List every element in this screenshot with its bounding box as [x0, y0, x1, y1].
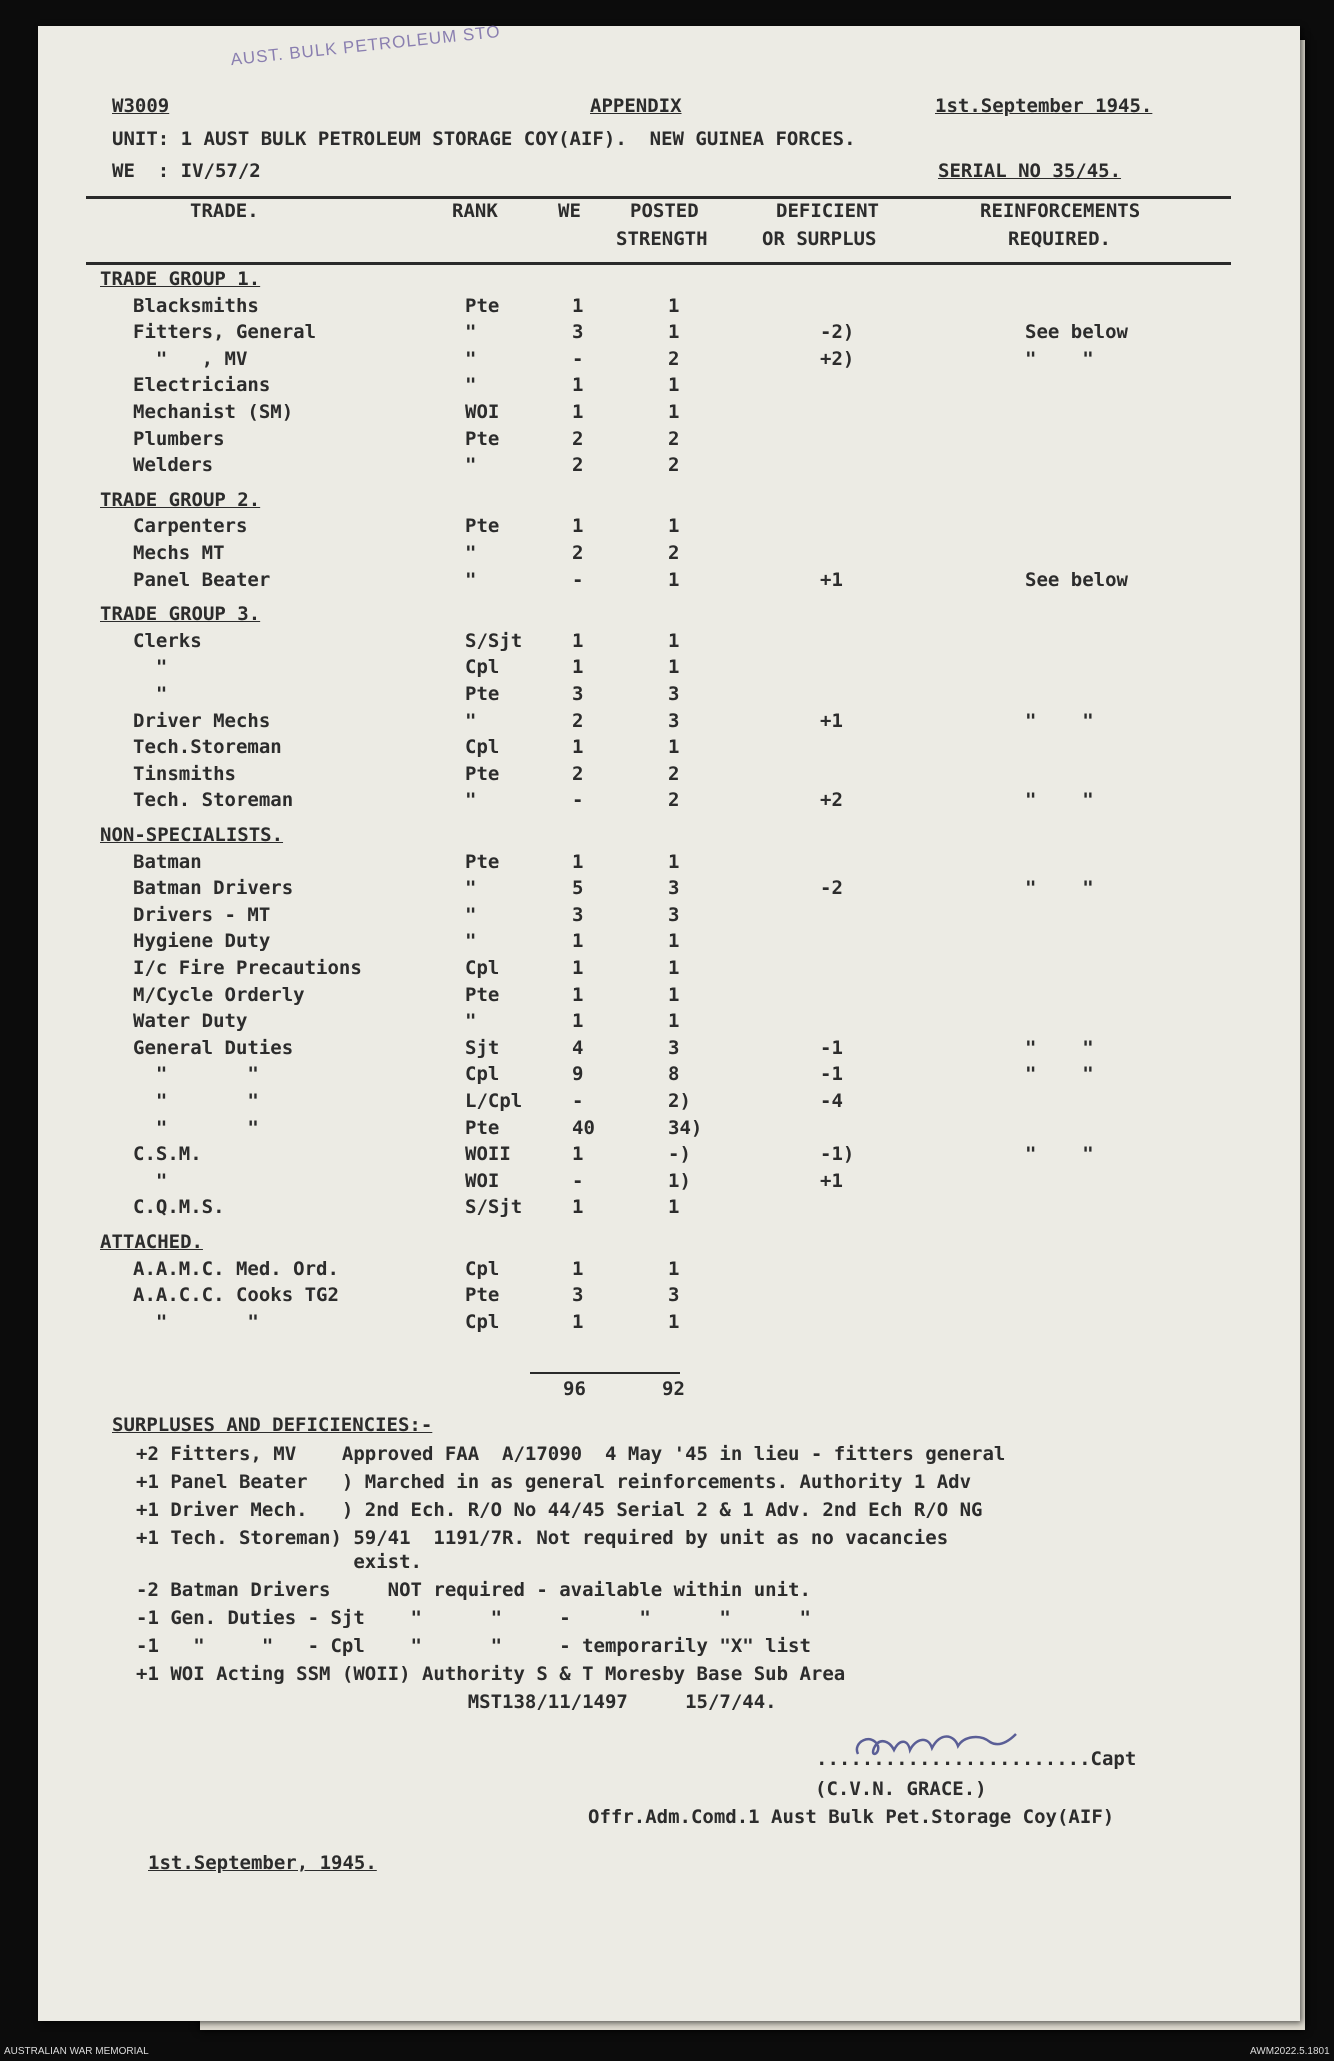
cell-posted: 1): [668, 1169, 691, 1192]
cell-posted: -): [668, 1143, 691, 1166]
cell-we: -: [572, 1169, 584, 1192]
cell-trade: " ": [133, 1116, 259, 1139]
cell-rank: ": [465, 903, 477, 926]
cell-reinforcements: " ": [1025, 709, 1094, 732]
cell-we: -: [572, 1090, 584, 1112]
cell-we: 3: [572, 321, 584, 344]
cell-trade: Hygiene Duty: [133, 930, 271, 953]
cell-deficient: +2): [820, 347, 855, 370]
cell-trade: Clerks: [133, 629, 202, 652]
surplus-line: exist.: [136, 1551, 422, 1573]
total-rule: [530, 1372, 680, 1374]
surplus-line: -1 Gen. Duties - Sjt " " - " " ": [136, 1607, 811, 1629]
cell-posted: 1: [668, 294, 680, 317]
col-posted: POSTED: [630, 200, 699, 222]
cell-rank: ": [465, 374, 477, 397]
cell-rank: ": [465, 568, 477, 591]
cell-posted: 1: [668, 736, 680, 759]
cell-we: 3: [572, 683, 584, 705]
header-rule-top: [86, 196, 1231, 199]
cell-we: 1: [572, 1196, 584, 1219]
cell-posted: 3: [668, 877, 680, 900]
cell-rank: Pte: [465, 683, 500, 705]
surplus-line: -1 " " - Cpl " " - temporarily "X" list: [136, 1635, 811, 1657]
cell-posted: 2: [668, 542, 680, 564]
cell-we: 1: [572, 629, 584, 652]
total-posted: 92: [662, 1378, 685, 1400]
cell-posted: 2): [668, 1090, 691, 1112]
cell-trade: Blacksmiths: [133, 294, 259, 317]
cell-reinforcements: " ": [1025, 1143, 1094, 1166]
cell-rank: Pte: [465, 1284, 500, 1307]
cell-reinforcements: " ": [1025, 877, 1094, 900]
cell-trade: " ": [133, 1310, 259, 1333]
ref-number: W3009: [112, 95, 170, 117]
cell-trade: I/c Fire Precautions: [133, 957, 362, 979]
cell-deficient: +1: [820, 568, 843, 591]
cell-trade: Electricians: [133, 374, 271, 397]
cell-posted: 2: [668, 427, 680, 450]
section-heading: TRADE GROUP 1.: [100, 268, 261, 290]
section-heading: TRADE GROUP 3.: [100, 603, 261, 626]
section-heading: ATTACHED.: [100, 1231, 203, 1253]
cell-we: 2: [572, 709, 584, 732]
cell-rank: ": [465, 321, 477, 344]
cell-posted: 3: [668, 1036, 680, 1059]
cell-we: 2: [572, 454, 584, 477]
cell-trade: Plumbers: [133, 427, 225, 450]
footer-source: AUSTRALIAN WAR MEMORIAL: [4, 2046, 149, 2057]
surplus-line: +2 Fitters, MV Approved FAA A/17090 4 May '45 in lieu - fitters general: [136, 1443, 1006, 1465]
cell-we: -: [572, 347, 584, 370]
surplus-line: +1 Panel Beater ) Marched in as general reinforcements. Authority 1 Adv: [136, 1471, 972, 1493]
cell-deficient: +1: [820, 1169, 843, 1192]
serial-number: SERIAL NO 35/45.: [938, 160, 1122, 182]
cell-deficient: -4: [820, 1090, 843, 1112]
cell-posted: 1: [668, 1257, 680, 1280]
cell-trade: A.A.M.C. Med. Ord.: [133, 1257, 339, 1280]
cell-we: 1: [572, 401, 584, 423]
cell-rank: Pte: [465, 762, 500, 785]
cell-we: 2: [572, 762, 584, 785]
we-line: WE : IV/57/2: [112, 160, 261, 182]
cell-reinforcements: See below: [1025, 568, 1128, 591]
cell-posted: 1: [668, 983, 680, 1006]
signatory-name: (C.V.N. GRACE.): [815, 1778, 987, 1800]
cell-we: 1: [572, 983, 584, 1006]
cell-we: 4: [572, 1036, 584, 1059]
bottom-date: 1st.September, 1945.: [148, 1852, 377, 1874]
cell-trade: Panel Beater: [133, 568, 271, 591]
unit-stamp: AUST. BULK PETROLEUM STO: [229, 21, 502, 70]
cell-trade: A.A.C.C. Cooks TG2: [133, 1284, 339, 1307]
total-we: 96: [563, 1378, 586, 1400]
cell-we: 1: [572, 1143, 584, 1166]
cell-we: 1: [572, 1257, 584, 1280]
cell-rank: ": [465, 709, 477, 732]
cell-posted: 3: [668, 903, 680, 926]
cell-rank: ": [465, 789, 477, 812]
col-deficient: DEFICIENT: [776, 200, 879, 222]
cell-we: 1: [572, 656, 584, 679]
col-trade: TRADE.: [190, 200, 259, 222]
cell-trade: General Duties: [133, 1036, 294, 1059]
cell-rank: ": [465, 454, 477, 477]
cell-deficient: -1: [820, 1063, 843, 1086]
header-rule-bottom: [86, 262, 1231, 265]
cell-we: 1: [572, 294, 584, 317]
cell-posted: 1: [668, 1196, 680, 1219]
cell-posted: 34): [668, 1116, 703, 1139]
cell-trade: Welders: [133, 454, 214, 477]
col-strength: STRENGTH: [616, 228, 708, 250]
cell-trade: Mechanist (SM): [133, 401, 294, 423]
cell-we: 9: [572, 1063, 584, 1086]
surplus-line: +1 Tech. Storeman) 59/41 1191/7R. Not required by unit as no vacancies: [136, 1527, 949, 1549]
section-heading: TRADE GROUP 2.: [100, 488, 261, 511]
cell-we: 3: [572, 903, 584, 926]
cell-posted: 1: [668, 321, 680, 344]
cell-posted: 1: [668, 374, 680, 397]
cell-rank: WOII: [465, 1143, 511, 1166]
cell-rank: ": [465, 542, 477, 564]
col-surplus: OR SURPLUS: [762, 228, 877, 250]
cell-rank: Pte: [465, 294, 500, 317]
doc-date: 1st.September 1945.: [935, 95, 1153, 117]
cell-we: 1: [572, 930, 584, 953]
cell-rank: Cpl: [465, 656, 500, 679]
cell-trade: Drivers - MT: [133, 903, 271, 926]
footer-accession: AWM2022.5.1801: [1250, 2046, 1330, 2057]
cell-deficient: -1: [820, 1036, 843, 1059]
cell-trade: ": [133, 656, 168, 679]
cell-posted: 1: [668, 1010, 680, 1033]
cell-reinforcements: " ": [1025, 1063, 1094, 1086]
cell-we: 3: [572, 1284, 584, 1307]
cell-posted: 3: [668, 709, 680, 732]
cell-trade: C.S.M.: [133, 1143, 202, 1166]
surplus-line: -2 Batman Drivers NOT required - available within unit.: [136, 1579, 811, 1601]
cell-rank: Pte: [465, 515, 500, 538]
cell-rank: Cpl: [465, 1063, 500, 1086]
cell-rank: ": [465, 1010, 477, 1033]
cell-we: 2: [572, 427, 584, 450]
cell-rank: Cpl: [465, 1257, 500, 1280]
cell-trade: Carpenters: [133, 515, 248, 538]
cell-rank: L/Cpl: [465, 1090, 523, 1112]
cell-posted: 3: [668, 683, 680, 705]
col-we: WE: [558, 200, 581, 222]
cell-rank: Pte: [465, 427, 500, 450]
cell-reinforcements: " ": [1025, 789, 1094, 812]
cell-deficient: -2): [820, 321, 855, 344]
cell-rank: Cpl: [465, 957, 500, 979]
cell-rank: WOI: [465, 1169, 500, 1192]
unit-line: UNIT: 1 AUST BULK PETROLEUM STORAGE COY(AIF). NEW GUINEA FORCES.: [112, 128, 856, 150]
col-reinforcements: REINFORCEMENTS: [980, 200, 1141, 222]
cell-we: 5: [572, 877, 584, 900]
cell-posted: 2: [668, 347, 680, 370]
cell-posted: 1: [668, 850, 680, 873]
cell-we: -: [572, 789, 584, 812]
cell-we: -: [572, 568, 584, 591]
cell-rank: Pte: [465, 1116, 500, 1139]
surplus-line: MST138/11/1497 15/7/44.: [136, 1691, 777, 1713]
cell-posted: 2: [668, 789, 680, 812]
cell-trade: Fitters, General: [133, 321, 317, 344]
cell-deficient: -1): [820, 1143, 855, 1166]
cell-posted: 1: [668, 515, 680, 538]
cell-rank: Cpl: [465, 736, 500, 759]
cell-rank: Pte: [465, 850, 500, 873]
cell-posted: 1: [668, 401, 680, 423]
cell-we: 1: [572, 1310, 584, 1333]
cell-trade: Batman: [133, 850, 202, 873]
cell-posted: 1: [668, 957, 680, 979]
cell-rank: ": [465, 930, 477, 953]
cell-trade: Tinsmiths: [133, 762, 236, 785]
col-required: REQUIRED.: [1008, 228, 1111, 250]
cell-deficient: -2: [820, 877, 843, 900]
cell-trade: " ": [133, 1090, 259, 1112]
cell-posted: 1: [668, 930, 680, 953]
cell-rank: Pte: [465, 983, 500, 1006]
cell-rank: ": [465, 877, 477, 900]
cell-rank: S/Sjt: [465, 1196, 523, 1219]
surplus-line: +1 Driver Mech. ) 2nd Ech. R/O No 44/45 Serial 2 & 1 Adv. 2nd Ech R/O NG: [136, 1499, 983, 1521]
signatory-title: Offr.Adm.Comd.1 Aust Bulk Pet.Storage Coy(AIF): [588, 1806, 1115, 1828]
cell-reinforcements: See below: [1025, 321, 1128, 344]
cell-trade: Driver Mechs: [133, 709, 271, 732]
cell-trade: Water Duty: [133, 1010, 248, 1033]
cell-trade: ": [133, 1169, 168, 1192]
cell-posted: 1: [668, 1310, 680, 1333]
cell-we: 1: [572, 736, 584, 759]
signature-line: ........................Capt: [816, 1748, 1137, 1770]
cell-posted: 1: [668, 629, 680, 652]
doc-title: APPENDIX: [590, 95, 682, 117]
cell-trade: M/Cycle Orderly: [133, 983, 305, 1006]
cell-trade: Tech. Storeman: [133, 789, 294, 812]
cell-we: 1: [572, 374, 584, 397]
cell-reinforcements: " ": [1025, 1036, 1094, 1059]
cell-we: 1: [572, 957, 584, 979]
cell-trade: Batman Drivers: [133, 877, 294, 900]
cell-we: 1: [572, 515, 584, 538]
cell-posted: 3: [668, 1284, 680, 1307]
cell-we: 1: [572, 1010, 584, 1033]
cell-reinforcements: " ": [1025, 347, 1094, 370]
cell-trade: ": [133, 683, 168, 705]
cell-trade: " , MV: [133, 347, 248, 370]
cell-rank: Sjt: [465, 1036, 500, 1059]
surpluses-heading: SURPLUSES AND DEFICIENCIES:-: [112, 1414, 433, 1436]
cell-rank: S/Sjt: [465, 629, 523, 652]
cell-rank: ": [465, 347, 477, 370]
cell-we: 40: [572, 1116, 595, 1139]
cell-trade: " ": [133, 1063, 259, 1086]
cell-rank: Cpl: [465, 1310, 500, 1333]
cell-posted: 1: [668, 568, 680, 591]
section-heading: NON-SPECIALISTS.: [100, 824, 284, 846]
cell-trade: Mechs MT: [133, 542, 225, 564]
cell-we: 1: [572, 850, 584, 873]
cell-we: 2: [572, 542, 584, 564]
cell-posted: 8: [668, 1063, 680, 1086]
cell-deficient: +2: [820, 789, 843, 812]
cell-posted: 1: [668, 656, 680, 679]
cell-deficient: +1: [820, 709, 843, 732]
cell-posted: 2: [668, 762, 680, 785]
col-rank: RANK: [452, 200, 498, 222]
cell-trade: C.Q.M.S.: [133, 1196, 225, 1219]
surplus-line: +1 WOI Acting SSM (WOII) Authority S & T Moresby Base Sub Area: [136, 1663, 846, 1685]
cell-trade: Tech.Storeman: [133, 736, 282, 759]
cell-rank: WOI: [465, 401, 500, 423]
cell-posted: 2: [668, 454, 680, 477]
